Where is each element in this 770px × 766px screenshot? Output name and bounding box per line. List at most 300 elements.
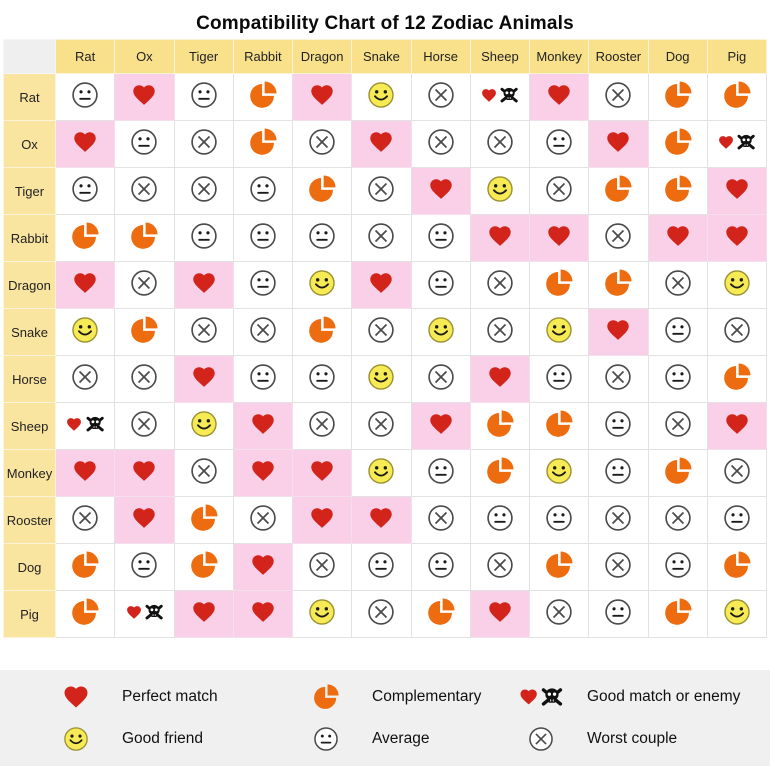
cell-tiger-rooster [589,168,648,215]
cell-snake-monkey [530,309,589,356]
worst-couple-icon [71,504,99,537]
cell-dragon-tiger [174,262,233,309]
worst-couple-icon [427,504,455,537]
smiley-icon [427,316,455,349]
table-row [4,403,767,450]
cell-tiger-tiger [174,168,233,215]
worst-couple-icon [130,363,158,396]
row-header-horse: Horse [4,356,56,403]
row-header-dog: Dog [4,544,56,591]
heart-icon [604,317,632,348]
legend-label: Worst couple [587,730,678,747]
cell-dragon-monkey [530,262,589,309]
cell-rooster-dragon [293,497,352,544]
cell-monkey-dog [648,450,707,497]
pie-icon [545,269,573,302]
cell-dog-pig [707,544,766,591]
cell-tiger-rat [56,168,115,215]
cell-monkey-rooster [589,450,648,497]
smiley-icon [367,363,395,396]
worst-couple-icon [190,175,218,208]
heart-icon [190,270,218,301]
cell-monkey-rabbit [233,450,292,497]
table-row [4,497,767,544]
cell-dragon-sheep [470,262,529,309]
average-face-icon [427,222,455,255]
heart-icon [367,270,395,301]
cell-sheep-snake [352,403,411,450]
table-row [4,215,767,262]
cell-horse-rabbit [233,356,292,403]
cell-ox-snake [352,121,411,168]
cell-monkey-dragon [293,450,352,497]
pie-icon [545,551,573,584]
cell-ox-sheep [470,121,529,168]
worst-couple-icon [308,410,336,443]
row-header-dragon: Dragon [4,262,56,309]
cell-snake-horse [411,309,470,356]
worst-couple-icon [249,504,277,537]
pie-icon [486,457,514,490]
average-face-icon [249,222,277,255]
cell-dragon-dragon [293,262,352,309]
pie-icon [130,222,158,255]
row-header-rat: Rat [4,74,56,121]
cell-ox-ox [115,121,174,168]
legend-label: Complementary [372,688,482,705]
pie-icon [664,175,692,208]
cell-rat-monkey [530,74,589,121]
legend-item-worst-couple [515,726,770,752]
cell-pig-rooster [589,591,648,638]
cell-tiger-dog [648,168,707,215]
pie-icon [664,128,692,161]
heart-icon [367,129,395,160]
cell-tiger-rabbit [233,168,292,215]
heart-icon [71,458,99,489]
heart-icon [249,458,277,489]
cell-horse-snake [352,356,411,403]
cell-tiger-dragon [293,168,352,215]
heart-icon [71,270,99,301]
cell-rat-tiger [174,74,233,121]
average-face-icon [664,551,692,584]
worst-couple-icon [427,363,455,396]
cell-rat-rooster [589,74,648,121]
worst-couple-icon [308,551,336,584]
average-face-icon [367,551,395,584]
worst-couple-icon [545,598,573,631]
pie-icon [71,551,99,584]
cell-rabbit-dragon [293,215,352,262]
cell-horse-pig [707,356,766,403]
column-header-dragon: Dragon [293,40,352,74]
legend-label: Perfect match [122,688,218,705]
average-face-icon [130,551,158,584]
table-row [4,356,767,403]
table-row [4,450,767,497]
cell-horse-dog [648,356,707,403]
worst-couple-icon [249,316,277,349]
table-row [4,262,767,309]
average-face-icon [427,269,455,302]
cell-monkey-pig [707,450,766,497]
table-row [4,309,767,356]
heart-icon [190,599,218,630]
heart-skull-icon [717,132,756,155]
column-header-pig: Pig [707,40,766,74]
cell-sheep-rooster [589,403,648,450]
cell-monkey-rat [56,450,115,497]
worst-couple-icon [367,598,395,631]
cell-pig-sheep [470,591,529,638]
cell-dog-sheep [470,544,529,591]
row-header-sheep: Sheep [4,403,56,450]
legend-item-good-match-or-enemy [515,685,770,709]
cell-dog-horse [411,544,470,591]
column-header-rabbit: Rabbit [233,40,292,74]
cell-rabbit-pig [707,215,766,262]
heart-skull-icon [65,414,104,437]
row-header-pig: Pig [4,591,56,638]
worst-couple-icon [190,457,218,490]
cell-ox-monkey [530,121,589,168]
cell-dragon-dog [648,262,707,309]
corner-cell [4,40,56,74]
worst-couple-icon [308,128,336,161]
legend-item-complementary [300,684,515,710]
heart-icon [249,599,277,630]
average-face-icon [604,598,632,631]
cell-horse-tiger [174,356,233,403]
cell-sheep-ox [115,403,174,450]
cell-rabbit-rabbit [233,215,292,262]
heart-icon [486,223,514,254]
worst-couple-icon [545,175,573,208]
pie-icon [427,598,455,631]
cell-horse-rooster [589,356,648,403]
cell-monkey-sheep [470,450,529,497]
average-face-icon [604,410,632,443]
cell-ox-tiger [174,121,233,168]
worst-couple-icon [367,175,395,208]
cell-dog-ox [115,544,174,591]
cell-horse-ox [115,356,174,403]
pie-icon [300,684,352,710]
cell-rabbit-monkey [530,215,589,262]
average-face-icon [545,504,573,537]
pie-icon [604,269,632,302]
heart-icon [486,364,514,395]
heart-icon [367,505,395,536]
worst-couple-icon [723,457,751,490]
cell-rabbit-sheep [470,215,529,262]
pie-icon [723,551,751,584]
cell-sheep-monkey [530,403,589,450]
row-header-snake: Snake [4,309,56,356]
worst-couple-icon [486,316,514,349]
smiley-icon [50,726,102,752]
cell-tiger-pig [707,168,766,215]
heart-icon [545,82,573,113]
cell-rabbit-snake [352,215,411,262]
worst-couple-icon [367,410,395,443]
cell-rabbit-rat [56,215,115,262]
worst-couple-icon [664,504,692,537]
pie-icon [71,222,99,255]
header-row [4,40,767,74]
cell-snake-ox [115,309,174,356]
cell-snake-dragon [293,309,352,356]
worst-couple-icon [604,363,632,396]
heart-icon [308,505,336,536]
heart-icon [130,505,158,536]
average-face-icon [71,175,99,208]
heart-icon [723,411,751,442]
cell-sheep-horse [411,403,470,450]
average-face-icon [308,363,336,396]
page-title: Compatibility Chart of 12 Zodiac Animals [196,13,574,34]
cell-rabbit-rooster [589,215,648,262]
cell-pig-pig [707,591,766,638]
cell-monkey-ox [115,450,174,497]
heart-icon [486,599,514,630]
cell-dog-dog [648,544,707,591]
cell-rabbit-horse [411,215,470,262]
pie-icon [190,551,218,584]
cell-horse-monkey [530,356,589,403]
cell-rat-dog [648,74,707,121]
average-face-icon [190,222,218,255]
heart-skull-icon [480,85,519,108]
cell-rat-horse [411,74,470,121]
cell-rat-rabbit [233,74,292,121]
cell-horse-dragon [293,356,352,403]
worst-couple-icon [486,128,514,161]
cell-snake-rat [56,309,115,356]
worst-couple-icon [367,222,395,255]
cell-ox-rat [56,121,115,168]
heart-icon [249,411,277,442]
cell-rooster-rabbit [233,497,292,544]
worst-couple-icon [604,81,632,114]
cell-rat-dragon [293,74,352,121]
worst-couple-icon [427,81,455,114]
cell-pig-dragon [293,591,352,638]
cell-monkey-monkey [530,450,589,497]
cell-tiger-ox [115,168,174,215]
legend-item-perfect-match [50,683,300,711]
pie-icon [249,128,277,161]
column-header-tiger: Tiger [174,40,233,74]
heart-icon [50,683,102,711]
cell-pig-snake [352,591,411,638]
cell-monkey-horse [411,450,470,497]
cell-sheep-rabbit [233,403,292,450]
average-face-icon [664,363,692,396]
cell-sheep-tiger [174,403,233,450]
cell-dog-rooster [589,544,648,591]
column-header-rooster: Rooster [589,40,648,74]
row-header-rabbit: Rabbit [4,215,56,262]
pie-icon [604,175,632,208]
legend-label: Average [372,730,430,747]
cell-dragon-pig [707,262,766,309]
heart-icon [723,176,751,207]
cell-rat-sheep [470,74,529,121]
table-row [4,74,767,121]
heart-icon [604,129,632,160]
cell-tiger-horse [411,168,470,215]
heart-icon [723,223,751,254]
cell-rabbit-tiger [174,215,233,262]
cell-dragon-rabbit [233,262,292,309]
worst-couple-icon [427,128,455,161]
cell-rooster-pig [707,497,766,544]
pie-icon [71,598,99,631]
pie-icon [130,316,158,349]
cell-rabbit-dog [648,215,707,262]
cell-pig-ox [115,591,174,638]
worst-couple-icon [130,410,158,443]
cell-pig-dog [648,591,707,638]
cell-ox-rooster [589,121,648,168]
worst-couple-icon [664,410,692,443]
table-row [4,544,767,591]
column-header-horse: Horse [411,40,470,74]
cell-dog-snake [352,544,411,591]
cell-dragon-rat [56,262,115,309]
legend [0,670,770,766]
cell-rat-snake [352,74,411,121]
cell-monkey-tiger [174,450,233,497]
column-header-monkey: Monkey [530,40,589,74]
cell-dragon-ox [115,262,174,309]
cell-snake-rabbit [233,309,292,356]
average-face-icon [249,269,277,302]
column-header-ox: Ox [115,40,174,74]
worst-couple-icon [604,551,632,584]
average-face-icon [604,457,632,490]
average-face-icon [664,316,692,349]
cell-horse-sheep [470,356,529,403]
pie-icon [308,175,336,208]
pie-icon [190,504,218,537]
legend-label: Good friend [122,730,203,747]
cell-snake-tiger [174,309,233,356]
cell-rat-pig [707,74,766,121]
cell-ox-rabbit [233,121,292,168]
average-face-icon [71,81,99,114]
worst-couple-icon [190,316,218,349]
average-face-icon [190,81,218,114]
cell-dog-rabbit [233,544,292,591]
cell-horse-rat [56,356,115,403]
column-header-sheep: Sheep [470,40,529,74]
column-header-snake: Snake [352,40,411,74]
smiley-icon [367,81,395,114]
average-face-icon [427,551,455,584]
cell-snake-dog [648,309,707,356]
worst-couple-icon [723,316,751,349]
worst-couple-icon [367,316,395,349]
cell-tiger-snake [352,168,411,215]
heart-icon [130,82,158,113]
smiley-icon [723,598,751,631]
cell-sheep-sheep [470,403,529,450]
row-header-rooster: Rooster [4,497,56,544]
cell-dog-monkey [530,544,589,591]
column-header-rat: Rat [56,40,115,74]
pie-icon [486,410,514,443]
cell-pig-rabbit [233,591,292,638]
cell-rooster-monkey [530,497,589,544]
pie-icon [664,81,692,114]
cell-snake-sheep [470,309,529,356]
cell-rabbit-ox [115,215,174,262]
worst-couple-icon [486,551,514,584]
cell-dog-dragon [293,544,352,591]
row-header-tiger: Tiger [4,168,56,215]
cell-sheep-pig [707,403,766,450]
compatibility-table [3,39,767,638]
cell-rooster-dog [648,497,707,544]
cell-rat-rat [56,74,115,121]
worst-couple-icon [71,363,99,396]
smiley-icon [308,269,336,302]
cell-ox-pig [707,121,766,168]
table-row [4,121,767,168]
smiley-icon [71,316,99,349]
heart-icon [190,364,218,395]
column-header-dog: Dog [648,40,707,74]
cell-pig-tiger [174,591,233,638]
smiley-icon [308,598,336,631]
cell-rooster-ox [115,497,174,544]
legend-label: Good match or enemy [587,688,741,705]
pie-icon [723,81,751,114]
average-face-icon [249,175,277,208]
heart-skull-icon [515,685,567,709]
smiley-icon [486,175,514,208]
cell-dragon-snake [352,262,411,309]
average-face-icon [249,363,277,396]
cell-sheep-dragon [293,403,352,450]
average-face-icon [130,128,158,161]
cell-rat-ox [115,74,174,121]
pie-icon [664,598,692,631]
heart-icon [545,223,573,254]
cell-sheep-rat [56,403,115,450]
heart-icon [664,223,692,254]
cell-rooster-tiger [174,497,233,544]
cell-dog-tiger [174,544,233,591]
smiley-icon [367,457,395,490]
cell-rooster-snake [352,497,411,544]
pie-icon [308,316,336,349]
pie-icon [545,410,573,443]
legend-item-good-friend [50,726,300,752]
pie-icon [249,81,277,114]
cell-ox-horse [411,121,470,168]
heart-icon [427,411,455,442]
row-header-monkey: Monkey [4,450,56,497]
heart-icon [130,458,158,489]
average-face-icon [427,457,455,490]
heart-icon [427,176,455,207]
smiley-icon [190,410,218,443]
worst-couple-icon [486,269,514,302]
